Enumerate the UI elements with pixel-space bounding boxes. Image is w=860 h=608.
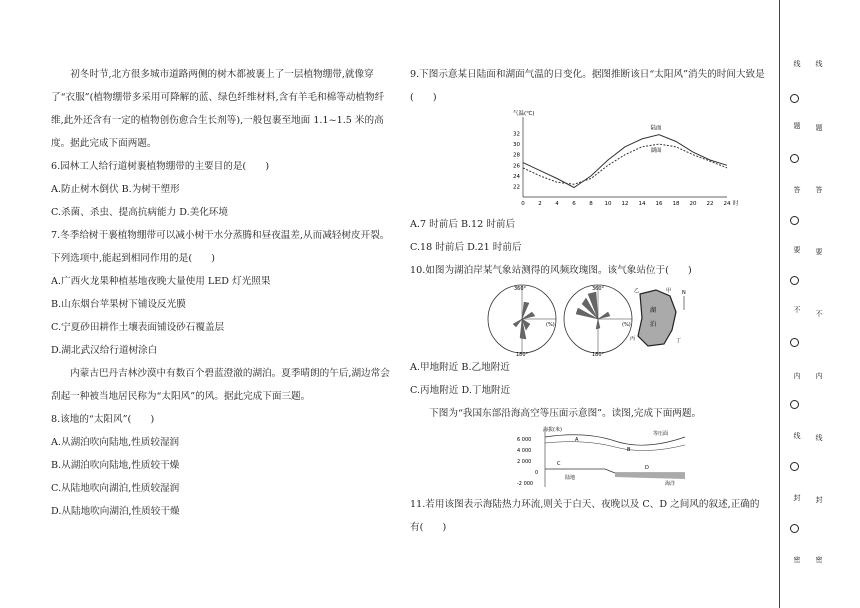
rose1-unit-label: (%) — [546, 322, 555, 328]
x-tick-label: 8 — [589, 201, 593, 207]
question-6: 6.园林工人给行道树裹植物绷带的主要目的是( ) — [51, 161, 270, 172]
y-tick-label: 30 — [513, 142, 520, 149]
margin-char: 题 — [793, 122, 801, 129]
y-tick-label: 24 — [513, 173, 520, 180]
margin-char: 题 — [815, 124, 823, 131]
binding-hole — [790, 94, 799, 103]
q7-option-a: A.广西火龙果种植基地夜晚大量使用 LED 灯光照果 — [51, 276, 271, 287]
x-tick-label: 16 — [655, 201, 663, 207]
isobar-diagram — [515, 425, 695, 493]
site-yi-label: 乙 — [634, 288, 640, 294]
q8-option-b: B.从湖泊吹向陆地,性质较干燥 — [51, 460, 180, 471]
x-tick-label: 20 — [689, 201, 697, 207]
passage-sun-wind: 内蒙古巴丹吉林沙漠中有数百个碧蓝澄澈的湖泊。夏季晴朗的午后,湖边常会刮起一种被当地居民称为“太阳风”的风。据此完成下面三题。 — [51, 368, 390, 402]
lake-label-po: 泊 — [650, 321, 657, 328]
x-tick-label: 10 — [604, 201, 612, 207]
q9-options-cd: C.18 时前后 D.21 时前后 — [410, 242, 522, 253]
x-tick-label: 22 — [706, 201, 714, 207]
question-8: 8.该地的“太阳风”( ) — [51, 414, 155, 425]
x-tick-label: 12 — [621, 201, 629, 207]
site-jia-label: 甲 — [666, 288, 672, 294]
binding-hole — [790, 216, 799, 225]
q10-options-cd: C.丙地附近 D.丁地附近 — [410, 385, 511, 396]
margin-char: 线 — [815, 60, 823, 67]
q7-option-b: B.山东烟台苹果树下铺设反光膜 — [51, 299, 186, 310]
rose1-south-label: 180° — [516, 352, 529, 356]
binding-hole — [790, 276, 799, 285]
question-11: 11.若用该图表示海陆热力环流,则关于白天、夜晚以及 C、D 之间风的叙述,正确的有( ) — [410, 499, 760, 533]
question-10: 10.如图为湖泊岸某气象站测得的风频玫瑰图。该气象站位于( ) — [410, 265, 692, 276]
temperature-chart — [495, 109, 745, 213]
isobar-figure — [410, 425, 765, 493]
y-tick-label: 28 — [513, 152, 520, 159]
margin-char: 答 — [815, 186, 823, 193]
point-b-label: B — [627, 447, 631, 453]
q8-option-d: D.从陆地吹向湖泊,性质较干燥 — [51, 506, 180, 517]
y-tick-label: 22 — [513, 184, 520, 191]
question-7: 7.冬季给树干裹植物绷带可以减小树干水分蒸腾和昼夜温差,从而减轻树皮开裂。下列选项中,能起到相同作用的是( ) — [51, 230, 390, 264]
passage-bandage: 初冬时节,北方很多城市道路两侧的树木都被裹上了一层植物绷带,就像穿了“衣服”(植物绷带多采用可降解的蓝、绿色纤维材料,含有羊毛和棉等动植物纤维,此外还含有一定的植物创伤愈合生长剂等),一般包裹至地面 1.1~1.5 米的高度。据此完成下面两题。 — [51, 69, 385, 149]
isobar-label: 等压面 — [653, 431, 669, 437]
isobar-ylabel: 海拔(米) — [543, 427, 562, 433]
wind-rose-2 — [564, 285, 632, 356]
margin-char: 要 — [793, 246, 801, 253]
isobar-ytick: 4 000 — [517, 448, 532, 454]
right-column — [410, 63, 765, 539]
x-tick-label: 2 — [538, 201, 542, 207]
point-a-label: A — [575, 437, 579, 443]
rose1-angle-label: 360° — [514, 286, 527, 292]
passage-isobar: 下图为“我国东部沿海高空等压面示意图”。读图,完成下面两题。 — [429, 408, 702, 419]
left-column — [51, 63, 391, 523]
margin-char: 线 — [793, 432, 801, 439]
x-tick-label: 18 — [672, 201, 680, 207]
wind-rose-figure — [410, 282, 765, 356]
lake-label-hu: 湖 — [650, 307, 657, 314]
binding-line — [779, 0, 780, 608]
point-c-label: C — [557, 461, 561, 467]
y-axis-label: 气温(℃) — [513, 111, 535, 117]
rose2-unit-label: (%) — [622, 322, 631, 328]
margin-char: 不 — [815, 310, 823, 317]
series-line-lake — [523, 144, 727, 184]
binding-hole — [790, 400, 799, 409]
sea-area — [615, 473, 685, 479]
point-d-label: D — [645, 465, 649, 471]
isobar-ytick: 0 — [535, 470, 539, 476]
q8-option-c: C.从陆地吹向湖泊,性质较湿润 — [51, 483, 180, 494]
north-label: N — [682, 290, 686, 296]
rose2-angle-label: 360° — [592, 286, 605, 292]
site-bing-label: 丙 — [630, 336, 636, 342]
x-tick-label: 24 — [723, 201, 731, 207]
binding-hole — [790, 462, 799, 471]
y-tick-label: 26 — [513, 163, 520, 170]
margin-char: 密 — [815, 556, 823, 563]
series-label-lake: 湖面 — [650, 148, 662, 155]
rose2-south-label: 180° — [592, 352, 605, 356]
q6-options-ab: A.防止树木倒伏 B.为树干塑形 — [51, 184, 180, 195]
x-tick-label: 14 — [638, 201, 646, 207]
q7-option-d: D.湖北武汉给行道树涂白 — [51, 345, 158, 356]
x-tick-label: 6 — [572, 201, 576, 207]
sea-label: 海洋 — [665, 481, 676, 487]
margin-char: 内 — [793, 372, 801, 379]
binding-hole — [790, 524, 799, 533]
q6-options-cd: C.杀菌、杀虫、提高抗病能力 D.美化环境 — [51, 207, 228, 218]
q10-options-ab: A.甲地附近 B.乙地附近 — [410, 362, 510, 373]
x-tick-label: 4 — [555, 201, 559, 207]
binding-hole — [790, 154, 799, 163]
margin-char: 封 — [793, 494, 801, 501]
q8-option-a: A.从湖泊吹向陆地,性质较湿润 — [51, 437, 180, 448]
wind-rose-diagram — [480, 282, 720, 356]
isobar-ytick: -2 000 — [517, 481, 534, 487]
margin-char: 要 — [815, 248, 823, 255]
margin-char: 答 — [793, 186, 801, 193]
q9-options-ab: A.7 时前后 B.12 时前后 — [410, 219, 516, 230]
margin-char: 线 — [793, 60, 801, 67]
margin-char: 密 — [793, 556, 801, 563]
land-label: 陆地 — [565, 475, 576, 481]
question-9: 9.下图示意某日陆面和湖面气温的日变化。据图推断该日“太阳风”消失的时间大致是( ) — [410, 69, 765, 103]
wind-rose-1 — [488, 285, 556, 356]
margin-char: 封 — [815, 496, 823, 503]
isobar-ytick: 6 000 — [517, 437, 532, 443]
x-axis-label: 时 — [733, 201, 739, 207]
series-label-land: 陆面 — [650, 125, 662, 132]
x-tick-label: 0 — [521, 201, 525, 207]
y-tick-label: 32 — [513, 131, 520, 138]
temperature-chart-figure — [410, 109, 765, 213]
q7-option-c: C.宁夏砂田耕作土壤表面铺设砂石覆盖层 — [51, 322, 225, 333]
margin-char: 内 — [815, 372, 823, 379]
site-ding-label: 丁 — [676, 338, 682, 344]
lake-map — [630, 287, 686, 346]
series-line-land — [523, 135, 727, 188]
margin-char: 不 — [793, 306, 801, 313]
binding-hole — [790, 338, 799, 347]
isobar-ytick: 2 000 — [517, 459, 532, 465]
margin-char: 线 — [815, 434, 823, 441]
